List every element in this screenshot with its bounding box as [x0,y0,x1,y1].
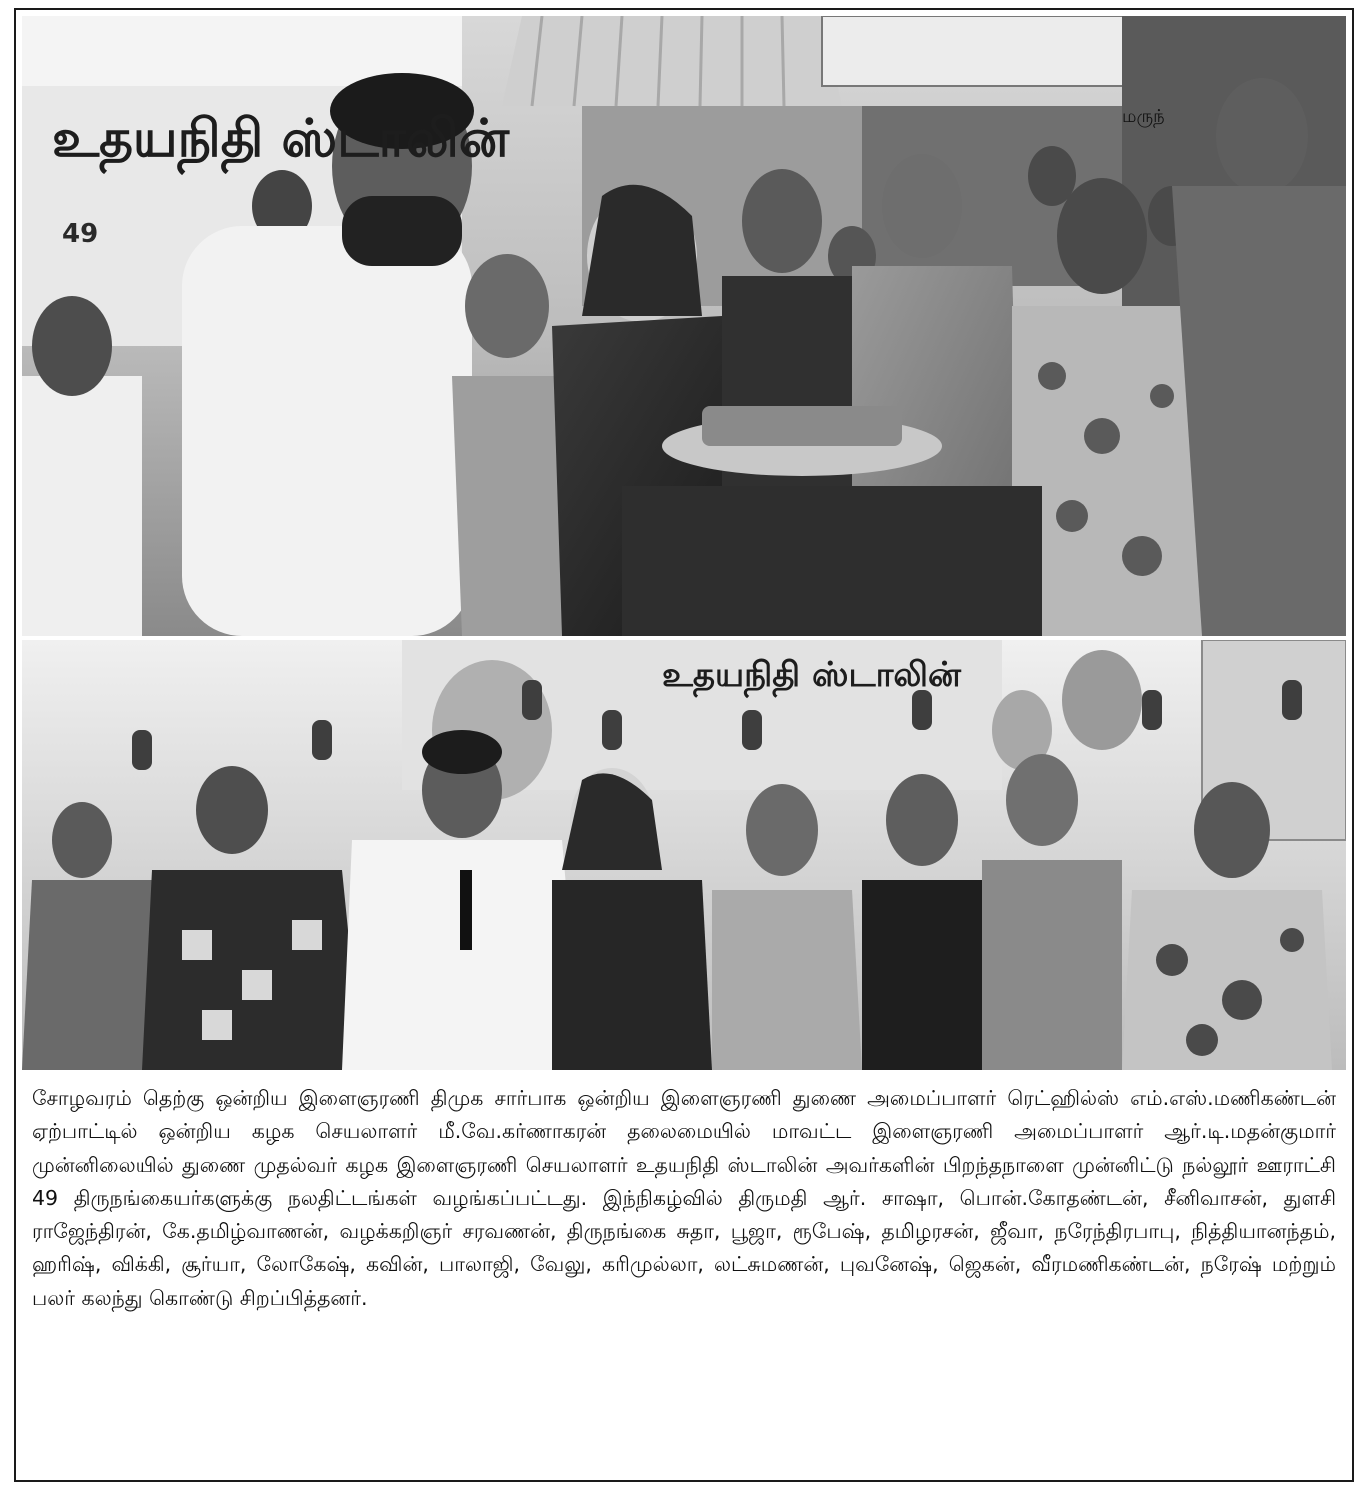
bottom-photo [22,640,1346,1070]
bottom-photo-image [22,640,1346,1070]
top-photo [22,16,1346,636]
news-clipping [14,8,1354,1482]
top-banner-heading: உதயநிதி ஸ்டாலின் [52,109,510,169]
top-banner-number: 49 [62,219,99,249]
top-photo-image [22,16,1346,636]
caption-text: சோழவரம் தெற்கு ஒன்றிய இளைஞரணி திமுக சார்பாக ஒன்றிய இளைஞரணி துணை அமைப்பாளர் ரெட்ஹில்ஸ் எம்.எஸ்.மணிகண்டன் ஏற்பாட்டில் ஒன்றிய கழக செயலாளர் மீ.வே.கர்ணாகரன் தலைமையில் மாவட்ட இளைஞரணி அமைப்பாளர் ஆர்.டி.மதன்குமார் முன்னிலையில் துணை முதல்வர் கழக இளைஞரணி செயலாளர் உதயநிதி ஸ்டாலின் அவர்களின் பிறந்தநாளை முன்னிட்டு நல்லூர் ஊராட்சி 49 திருநங்கையர்களுக்கு நலதிட்டங்கள் வழங்கப்பட்டது. இந்நிகழ்வில் திருமதி ஆர். சாஷா, பொன்.கோதண்டன், சீனிவாசன், துளசி ராஜேந்திரன், கே.தமிழ்வாணன், வழக்கறிஞர் சரவணன், திருநங்கை சுதா, பூஜா, ரூபேஷ், தமிழரசன், ஜீவா, நரேந்திரபாபு, நித்தியானந்தம், ஹரிஷ், விக்கி, சூர்யா, லோகேஷ், கவின், பாலாஜி, வேலு, கரிமுல்லா, லட்சுமணன், புவனேஷ், ஜெகன், வீரமணிகண்டன், நரேஷ் மற்றும் பலர் கலந்து கொண்டு சிறப்பித்தனர். [32,1086,1336,1310]
bottom-banner-heading: உதயநிதி ஸ்டாலின் [662,655,961,695]
article-caption [26,1078,1342,1478]
shop-sign-text: மருந் [1122,106,1165,127]
